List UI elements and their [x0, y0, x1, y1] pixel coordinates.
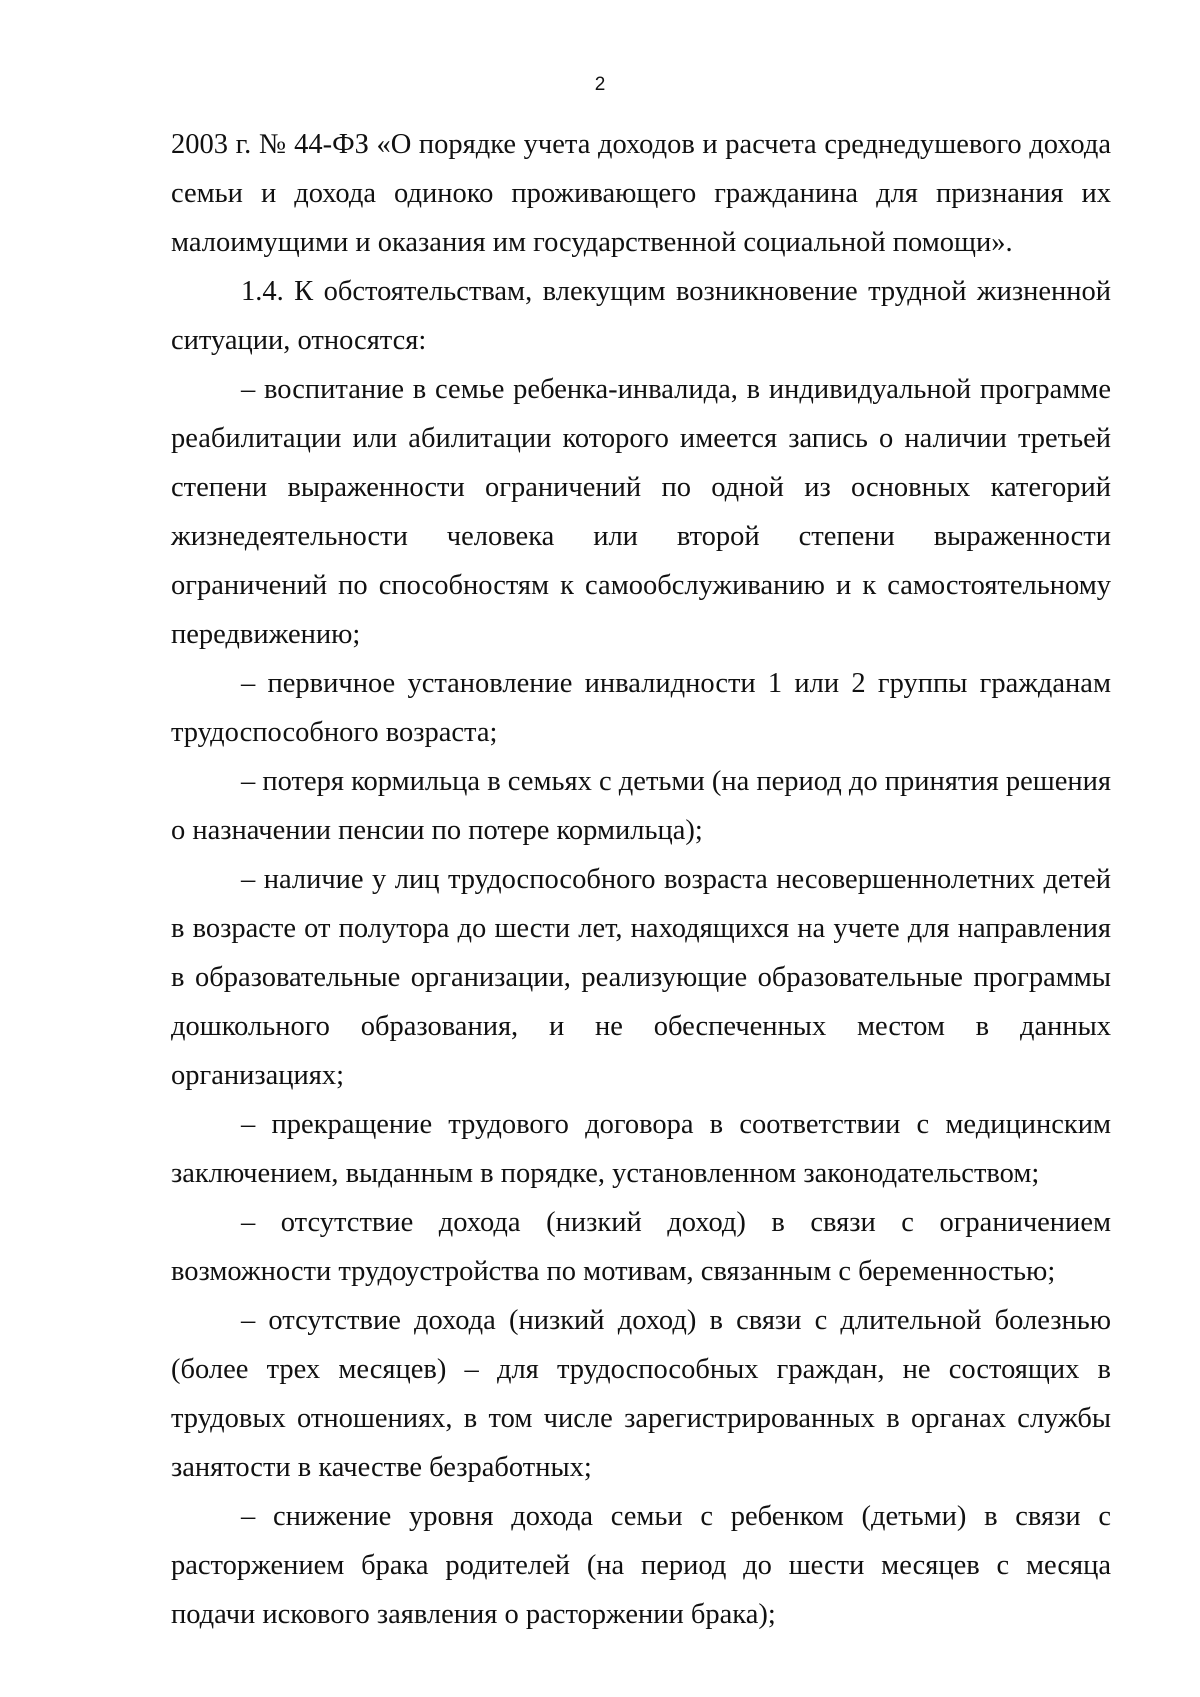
list-item-disability-group: – первичное установление инвалидности 1 или 2 группы гражданам трудоспособного возраста;: [171, 668, 1111, 748]
list-item-long-illness: – отсутствие дохода (низкий доход) в связи с длительной болезнью (более трех месяцев) – для трудоспособных граждан, не состоящих в трудовых отношениях, в том числе зарегистрированных в органах службы занятости в качестве безработных;: [171, 1305, 1111, 1483]
list-item-disabled-child: – воспитание в семье ребенка-инвалида, в индивидуальной программе реабилитации или абилитации которого имеется запись о наличии третьей степени выраженности ограничений по одной из основных категорий жизнедеятельности человека или второй степени выраженности ограничений по способностям к самообслуживанию и к самостоятельному передвижению;: [171, 374, 1111, 650]
document-body: [171, 120, 1111, 1639]
list-item-loss-of-breadwinner: – потеря кормильца в семьях с детьми (на период до принятия решения о назначении пенсии по потере кормильца);: [171, 766, 1111, 846]
paragraph-law-reference: 2003 г. № 44-ФЗ «О порядке учета доходов и расчета среднедушевого дохода семьи и дохода одиноко проживающего гражданина для признания их малоимущими и оказания им государственной социальной помощи».: [171, 129, 1111, 258]
list-item-contract-termination: – прекращение трудового договора в соответствии с медицинским заключением, выданным в порядке, установленном законодательством;: [171, 1109, 1111, 1189]
paragraph-section-1-4: 1.4. К обстоятельствам, влекущим возникновение трудной жизненной ситуации, относятся:: [171, 276, 1111, 356]
page-number: 2: [594, 74, 606, 95]
list-item-preschool-queue: – наличие у лиц трудоспособного возраста несовершеннолетних детей в возрасте от полутора до шести лет, находящихся на учете для направления в образовательные организации, реализующие образовательные программы дошкольного образования, и не обеспеченных местом в данных организациях;: [171, 864, 1111, 1091]
list-item-pregnancy: – отсутствие дохода (низкий доход) в связи с ограничением возможности трудоустройства по мотивам, связанным с беременностью;: [171, 1207, 1111, 1287]
list-item-divorce: – снижение уровня дохода семьи с ребенком (детьми) в связи с расторжением брака родителей (на период до шести месяцев с месяца подачи искового заявления о расторжении брака);: [171, 1501, 1111, 1630]
